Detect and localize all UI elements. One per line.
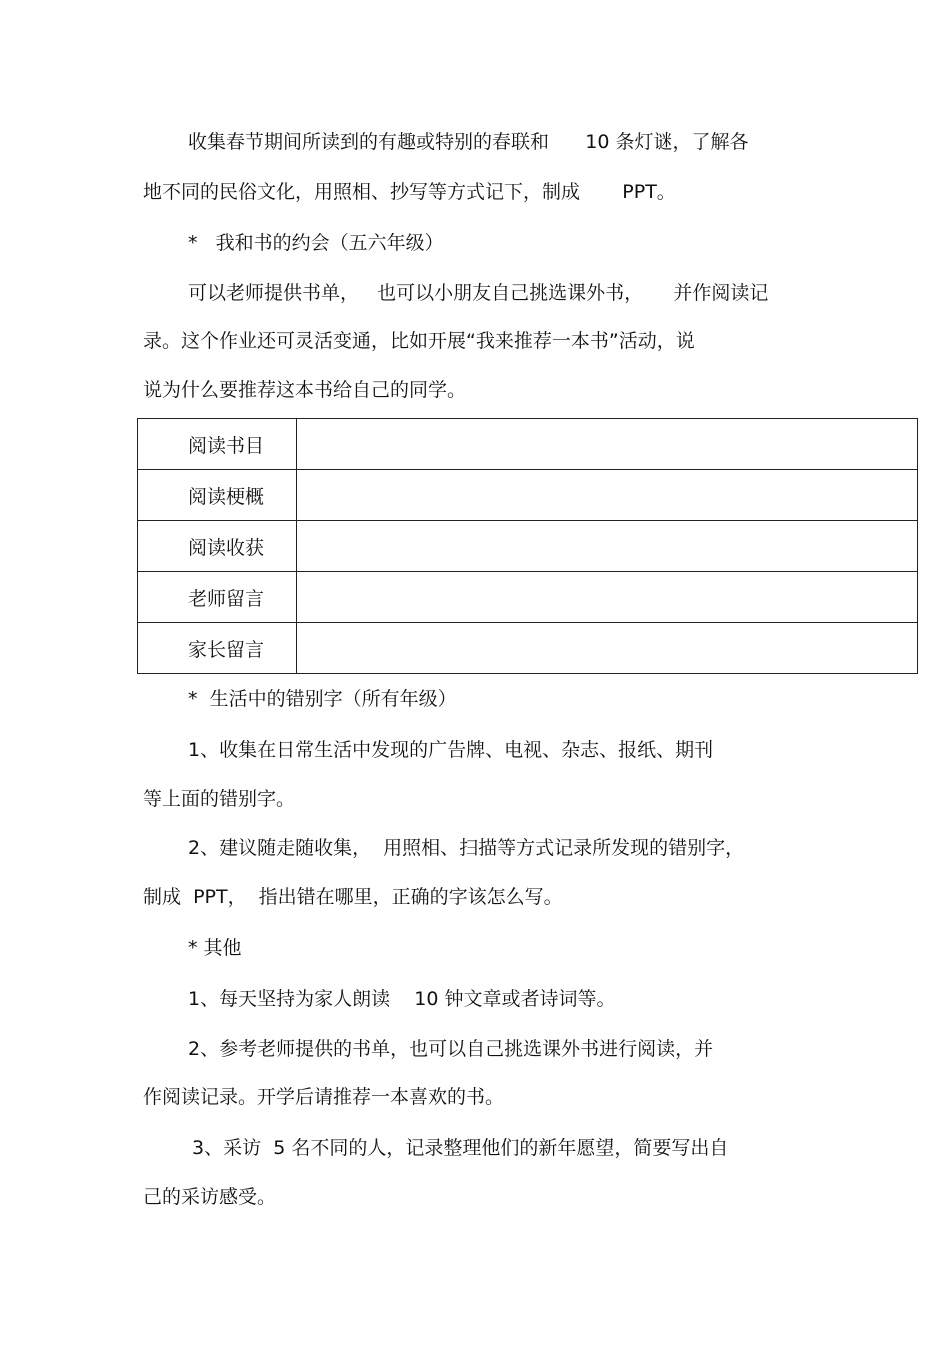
table-row [138, 521, 918, 572]
row-label: 家长留言 [138, 623, 297, 674]
paragraph-line: 说为什么要推荐这本书给自己的同学。 [143, 379, 467, 401]
paragraph-line: 制成 PPT， 指出错在哪里，正确的字该怎么写。 [143, 886, 563, 908]
row-value[interactable] [297, 572, 918, 623]
section-heading-book-date: * 我和书的约会（五六年级） [188, 232, 444, 254]
paragraph-line: 等上面的错别字。 [143, 788, 296, 810]
paragraph-line: 地不同的民俗文化，用照相、抄写等方式记下，制成 PPT。 [143, 181, 676, 203]
paragraph-line: 收集春节期间所读到的有趣或特别的春联和 10 条灯谜，了解各 [188, 131, 749, 153]
paragraph-line: 作阅读记录。开学后请推荐一本喜欢的书。 [143, 1086, 505, 1108]
section-heading-typos: * 生活中的错别字（所有年级） [188, 688, 457, 710]
row-label: 阅读梗概 [138, 470, 297, 521]
row-label: 老师留言 [138, 572, 297, 623]
paragraph-line: 1、每天坚持为家人朗读 10 钟文章或者诗词等。 [188, 988, 616, 1010]
row-value[interactable] [297, 419, 918, 470]
table-row [138, 623, 918, 674]
paragraph-line: 3、采访 5 名不同的人，记录整理他们的新年愿望，简要写出自 [186, 1137, 729, 1159]
paragraph-line: 录。这个作业还可灵活变通，比如开展“我来推荐一本书”活动，说 [143, 330, 695, 352]
row-label: 阅读书目 [138, 419, 297, 470]
reading-record-table [137, 418, 918, 674]
table-row [138, 419, 918, 470]
paragraph-line: 己的采访感受。 [143, 1186, 277, 1208]
row-value[interactable] [297, 623, 918, 674]
paragraph-line: 1、收集在日常生活中发现的广告牌、电视、杂志、报纸、期刊 [188, 739, 714, 761]
row-value[interactable] [297, 521, 918, 572]
row-value[interactable] [297, 470, 918, 521]
paragraph-line: 2、参考老师提供的书单，也可以自己挑选课外书进行阅读，并 [188, 1038, 714, 1060]
section-heading-other: * 其他 [188, 937, 242, 959]
table-row [138, 470, 918, 521]
row-label: 阅读收获 [138, 521, 297, 572]
table-row [138, 572, 918, 623]
paragraph-line: 可以老师提供书单， 也可以小朋友自己挑选课外书， 并作阅读记 [188, 282, 769, 304]
paragraph-line: 2、建议随走随收集， 用照相、扫描等方式记录所发现的错别字， [188, 837, 745, 859]
